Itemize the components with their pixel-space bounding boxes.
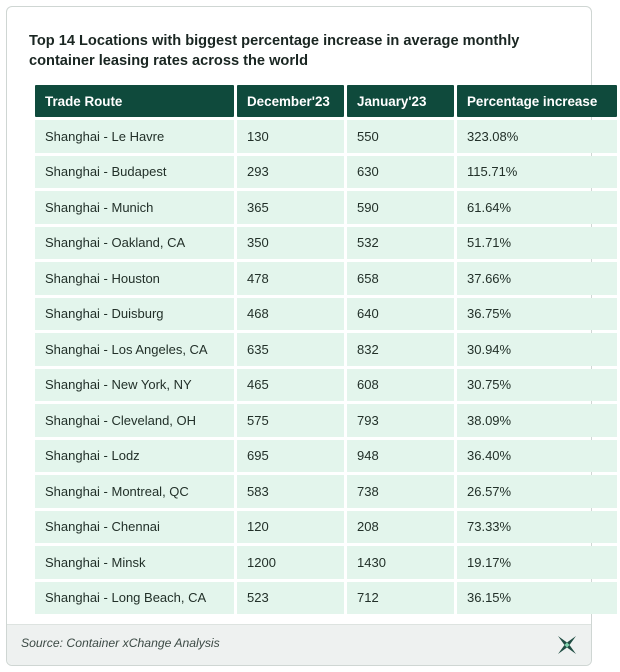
table-cell: 115.71% [457,156,617,189]
table-cell: 532 [347,227,454,260]
table-cell: 832 [347,333,454,366]
xchange-logo-icon [555,633,579,657]
table-cell: Shanghai - Houston [35,262,234,295]
table-cell: 38.09% [457,404,617,437]
table-cell: 635 [237,333,344,366]
table-header-row [35,85,617,117]
table-cell: 130 [237,120,344,153]
table-card [6,6,598,666]
table-scroll-area[interactable] [35,85,598,617]
table-cell: 61.64% [457,191,617,224]
table-cell: 51.71% [457,227,617,260]
column-header: Percentage increase [457,85,617,117]
table-row [35,333,617,366]
table-row [35,156,617,189]
table-row [35,120,617,153]
table-row [35,582,617,615]
table-cell: Shanghai - Montreal, QC [35,475,234,508]
table-cell: 350 [237,227,344,260]
table-cell: 293 [237,156,344,189]
table-cell: 738 [347,475,454,508]
table-row [35,369,617,402]
source-note: Source: Container xChange Analysis [21,636,220,650]
table-cell: 365 [237,191,344,224]
table-row [35,511,617,544]
table-cell: Shanghai - Los Angeles, CA [35,333,234,366]
table-cell: 793 [347,404,454,437]
table-cell: Shanghai - Cleveland, OH [35,404,234,437]
table-cell: 468 [237,298,344,331]
table-cell: 36.75% [457,298,617,331]
table-cell: 1200 [237,546,344,579]
table-cell: Shanghai - Munich [35,191,234,224]
table-cell: 36.40% [457,440,617,473]
table-cell: 478 [237,262,344,295]
table-cell: Shanghai - Chennai [35,511,234,544]
table-cell: 575 [237,404,344,437]
chart-title: Top 14 Locations with biggest percentage increase in average monthly container leasing rates across the world [29,33,520,69]
table-body [35,120,617,614]
table-row [35,262,617,295]
table-row [35,475,617,508]
table-cell: 550 [347,120,454,153]
table-cell: 608 [347,369,454,402]
table-cell: 712 [347,582,454,615]
table-cell: 658 [347,262,454,295]
table-cell: 26.57% [457,475,617,508]
table-cell: 948 [347,440,454,473]
table-cell: Shanghai - New York, NY [35,369,234,402]
table-cell: 640 [347,298,454,331]
column-header: January'23 [347,85,454,117]
footer [7,624,591,665]
table-cell: 1430 [347,546,454,579]
table-row [35,227,617,260]
table-cell: 120 [237,511,344,544]
table-cell: 523 [237,582,344,615]
table-cell: 30.94% [457,333,617,366]
table-cell: 590 [347,191,454,224]
table-cell: Shanghai - Lodz [35,440,234,473]
table-row [35,440,617,473]
table-cell: 630 [347,156,454,189]
table-row [35,191,617,224]
table-cell: 19.17% [457,546,617,579]
table-cell: Shanghai - Duisburg [35,298,234,331]
table-cell: 30.75% [457,369,617,402]
table-cell: 323.08% [457,120,617,153]
table-row [35,404,617,437]
table-cell: Shanghai - Minsk [35,546,234,579]
table-cell: 36.15% [457,582,617,615]
table-row [35,546,617,579]
data-table [32,82,620,617]
table-cell: 37.66% [457,262,617,295]
table-cell: Shanghai - Budapest [35,156,234,189]
column-header: December'23 [237,85,344,117]
column-header: Trade Route [35,85,234,117]
table-cell: Shanghai - Oakland, CA [35,227,234,260]
table-cell: 583 [237,475,344,508]
table-cell: 465 [237,369,344,402]
table-cell: Shanghai - Long Beach, CA [35,582,234,615]
table-cell: 695 [237,440,344,473]
table-row [35,298,617,331]
table-cell: Shanghai - Le Havre [35,120,234,153]
table-cell: 208 [347,511,454,544]
table-cell: 73.33% [457,511,617,544]
